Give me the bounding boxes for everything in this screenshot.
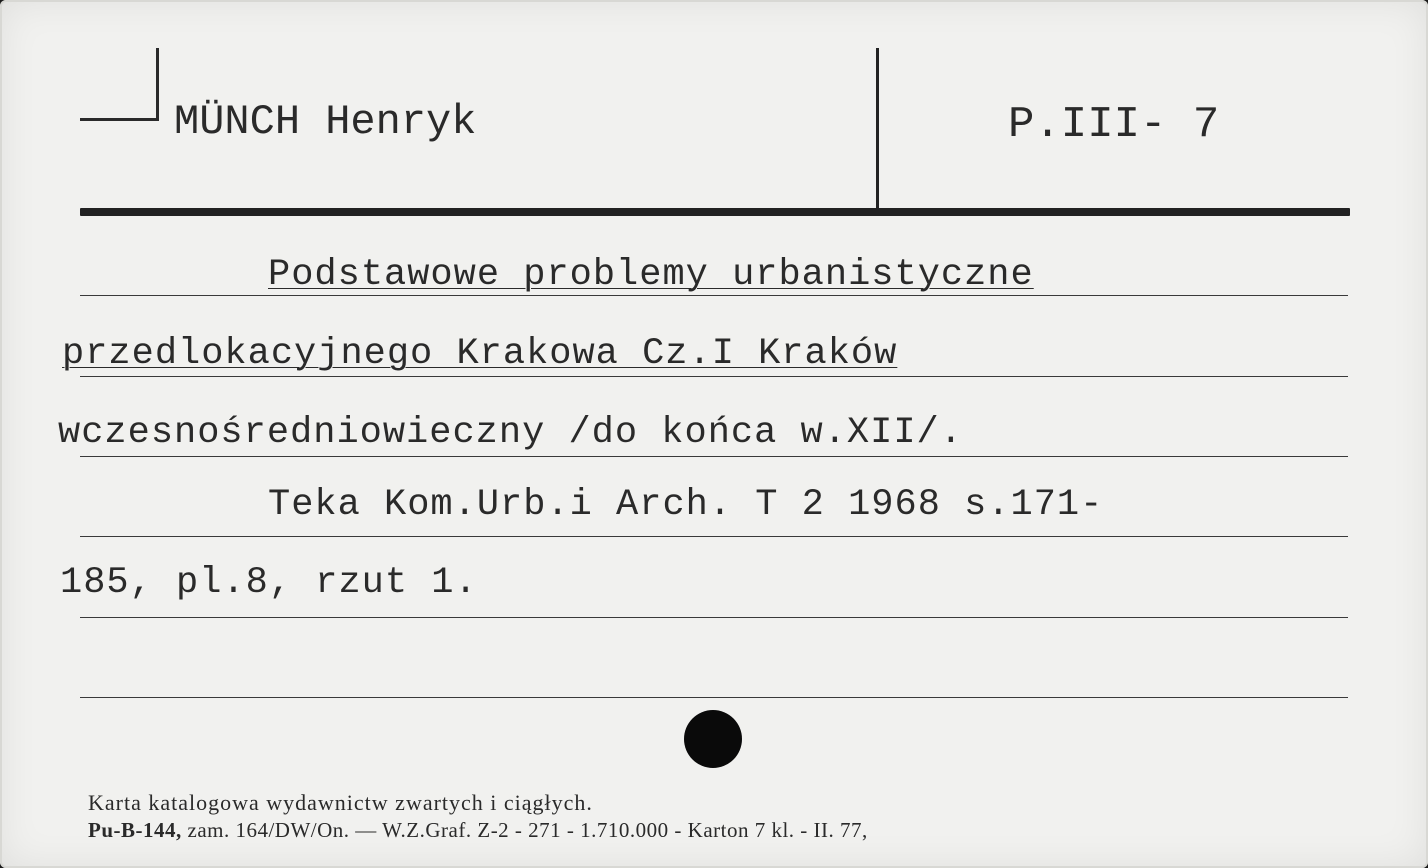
footer-caption: Karta katalogowa wydawnictw zwartych i ciągłych. — [88, 790, 593, 815]
corner-mark-horizontal — [80, 118, 159, 121]
call-number: P.III- 7 — [1008, 100, 1220, 150]
header-divider — [876, 48, 879, 210]
title-line-2: przedlokacyjnego Krakowa Cz.I Kraków — [62, 333, 898, 375]
rule-line — [80, 536, 1348, 537]
punch-hole — [684, 710, 742, 768]
rule-line — [80, 697, 1348, 698]
rule-line — [80, 617, 1348, 618]
rule-line — [80, 376, 1348, 377]
source-line-1: Teka Kom.Urb.i Arch. T 2 1968 s.171- — [268, 484, 1104, 526]
author-name: MÜNCH Henryk — [174, 98, 477, 146]
footer-print-info — [88, 818, 868, 843]
corner-mark-vertical — [156, 48, 159, 120]
footer-form-code: Pu-B-144, — [88, 818, 182, 842]
header-rule — [80, 208, 1350, 216]
rule-line — [80, 456, 1348, 457]
title-line-1: Podstawowe problemy urbanistyczne — [268, 254, 1034, 296]
footer-print-details: zam. 164/DW/On. — W.Z.Graf. Z-2 - 271 - 1.710.000 - Karton 7 kl. - II. 77, — [181, 818, 868, 842]
source-line-2: 185, pl.8, rzut 1. — [60, 562, 478, 604]
title-line-3: wczesnośredniowieczny /do końca w.XII/. — [58, 412, 963, 454]
